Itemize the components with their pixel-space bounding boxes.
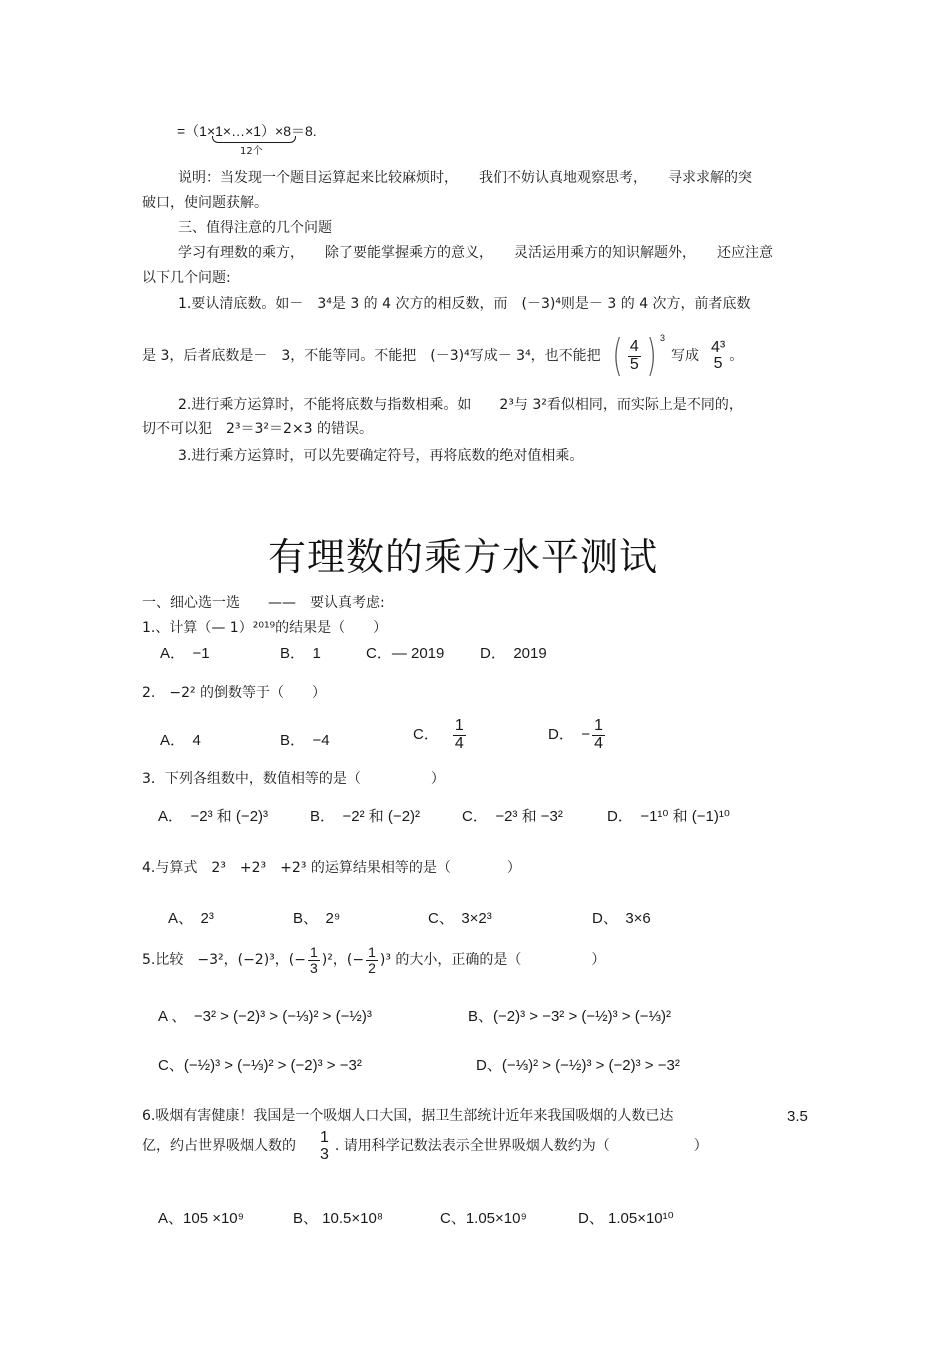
equation-line: =（1×1×…×1）×8＝8. — [177, 123, 317, 139]
item3: 3.进行乘方运算时，可以先要确定符号，再将底数的绝对值相乘。 — [178, 448, 584, 464]
q2-c-fraction: $\frac{1}{4}$ — [454, 717, 464, 752]
q6-option-d: D、 1.05×10¹⁰ — [578, 1210, 674, 1227]
item1-line2: 是 3，后者底数是－ 3，不能等同。不能把 (－3)⁴写成－ 3⁴，也不能把 ( $\frac{4}{5}$ ) 3 写成 4³ 5 。 — [142, 330, 744, 381]
q6-frac-third: 1 3 — [320, 1129, 329, 1163]
q3-stem: 3．下列各组数中，数值相等的是（ ） — [142, 771, 445, 787]
intro-line2: 以下几个问题: — [142, 270, 231, 286]
q6-line1: 6.吸烟有害健康！我国是一个吸烟人口大国，据卫生部统计近年来我国吸烟的人数已达 — [142, 1108, 674, 1124]
q4-option-d: D、 3×6 — [592, 910, 651, 927]
q1-option-a: A． −1 — [160, 645, 210, 662]
item1-line1: 1.要认清底数。如－ 3⁴是 3 的 4 次方的相反数，而 (－3)⁴则是－ 3 的 4 次方，前者底数 — [178, 296, 751, 312]
q5-stem: 5.比较 −3²，(−2)³，(− $\frac{1}{3}$ )²，(− $\frac{1}{2}$ )³ 的大小，正确的是（ ） — [142, 944, 606, 976]
q4-stem: 4.与算式 2³ +2³ +2³ 的运算结果相等的是（ ） — [142, 860, 521, 876]
q1-option-b: B． 1 — [280, 645, 321, 662]
q2-option-c: C． $\frac{1}{4}$ — [413, 717, 464, 752]
item2-line1: 2.进行乘方运算时，不能将底数与指数相乘。如 2³与 3²看似相同，而实际上是不同的， — [178, 397, 743, 413]
q1-stem: 1.、计算（— 1）²⁰¹⁹的结果是（ ） — [142, 620, 388, 636]
q1-option-d: D． 2019 — [480, 645, 547, 662]
q2-option-b: B． −4 — [280, 732, 330, 749]
q2-option-d: D． − $\frac{1}{4}$ — [548, 717, 603, 752]
q3-option-d: D． −1¹⁰ 和 (−1)¹⁰ — [607, 808, 730, 825]
section3-heading: 三、值得注意的几个问题 — [178, 220, 332, 236]
section1-heading: 一、细心选一选 —— 要认真考虑: — [142, 595, 385, 611]
q5-frac-third: $\frac{1}{3}$ — [309, 944, 318, 976]
q6-option-a: A、105 ×10⁹ — [158, 1210, 245, 1227]
q4-option-b: B、 2⁹ — [293, 910, 341, 927]
item2-line2: 切不可以犯 2³＝3²＝2×3 的错误。 — [142, 421, 374, 437]
note-paragraph-line2: 破口，使问题获解。 — [142, 195, 268, 211]
q6-value: 3.5 — [787, 1108, 808, 1125]
q4-option-c: C、 3×2³ — [428, 910, 492, 927]
q5-frac-half: $\frac{1}{2}$ — [368, 944, 376, 976]
q1-option-c: C．— 2019 — [366, 645, 445, 662]
q6-line2: 亿，约占世界吸烟人数的 1 3 . 请用科学记数法表示全世界吸烟人数约为（ ） — [142, 1129, 708, 1163]
q3-option-b: B． −2² 和 (−2)² — [310, 808, 421, 825]
q2-stem: 2. −2² 的倒数等于（ ） — [142, 685, 327, 701]
q4-option-a: A、 2³ — [168, 910, 214, 927]
q5-option-c: C、(−½)³ > (−⅓)² > (−2)³ > −3² — [158, 1057, 362, 1074]
brace-label: 12个 — [240, 146, 263, 157]
quiz-title: 有理数的乘方水平测试 — [268, 535, 659, 579]
fraction-four-fifths: $\frac{4}{5}$ — [629, 338, 639, 373]
q5-option-d: D、(−⅓)² > (−½)³ > (−2)³ > −3² — [476, 1057, 680, 1074]
intro-line1: 学习有理数的乘方， 除了要能掌握乘方的意义， 灵活运用乘方的知识解题外， 还应注意 — [178, 245, 773, 261]
item1-end: 。 — [729, 348, 744, 364]
note-paragraph-line1: 说明：当发现一个题目运算起来比较麻烦时， 我们不妨认真地观察思考， 寻求求解的突 — [178, 170, 752, 186]
fraction-four-cubed-over-five: 4³ 5 — [710, 338, 726, 373]
q2-option-a: A． 4 — [160, 732, 201, 749]
q3-option-a: A． −2³ 和 (−2)³ — [158, 808, 269, 825]
q2-d-fraction: $\frac{1}{4}$ — [594, 717, 603, 752]
item1-write-as: 写成 — [670, 348, 699, 364]
paren-right: ) — [646, 330, 657, 381]
q6-option-b: B、 10.5×10⁸ — [293, 1210, 384, 1227]
item1-line2-text: 是 3，后者底数是－ 3，不能等同。不能把 (－3)⁴写成－ 3⁴，也不能把 — [142, 348, 601, 364]
q5-option-a: A 、 −3² > (−2)³ > (−⅓)² > (−½)³ — [158, 1008, 372, 1025]
q3-option-c: C． −2³ 和 −3² — [462, 808, 563, 825]
q5-option-b: B、(−2)³ > −3² > (−½)³ > (−⅓)² — [468, 1008, 671, 1025]
paren-left: ( — [612, 330, 623, 381]
underbrace — [212, 136, 296, 143]
q6-option-c: C、1.05×10⁹ — [440, 1210, 527, 1227]
